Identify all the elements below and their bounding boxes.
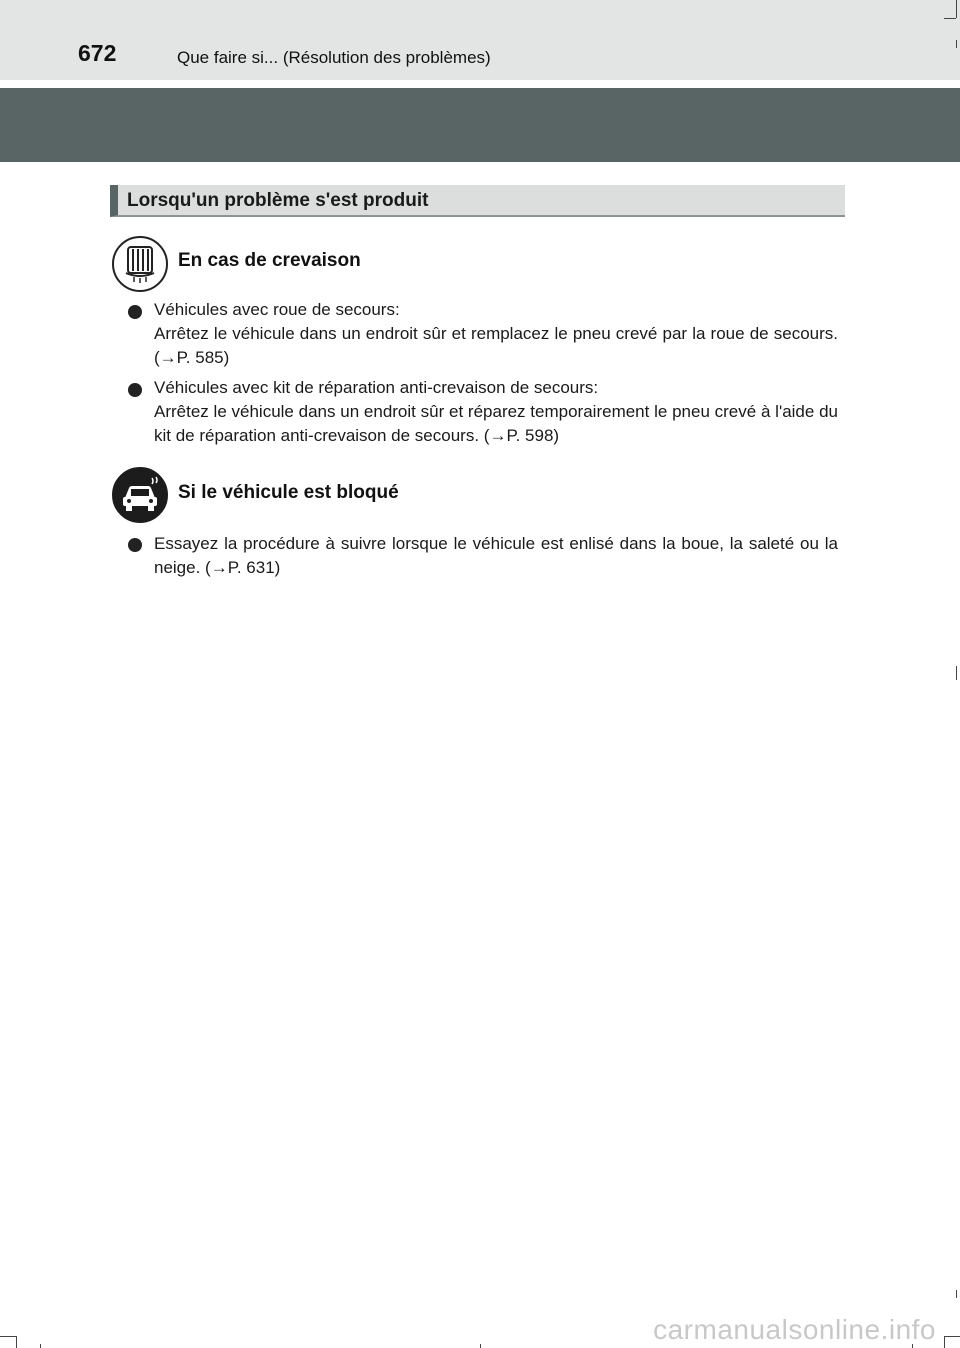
crop-mark xyxy=(16,1336,17,1348)
page-number: 672 xyxy=(78,40,117,66)
crop-mark xyxy=(40,1344,41,1348)
bullet-icon xyxy=(128,383,142,397)
crop-mark xyxy=(944,1336,960,1337)
flat-tire-icon xyxy=(112,236,168,292)
crop-mark xyxy=(956,666,957,680)
item-heading: Véhicules avec kit de réparation anti-crevaison de secours: xyxy=(154,378,599,397)
bullet-icon xyxy=(128,538,142,552)
item-body: Arrêtez le véhicule dans un endroit sûr et réparez temporairement le pneu crevé à l'aide du kit de réparation anti-crevaison de secours. (→P. 598) xyxy=(154,402,838,445)
list-item xyxy=(154,298,838,370)
section-heading xyxy=(110,185,845,217)
crop-mark xyxy=(944,18,956,19)
crop-mark xyxy=(0,1336,16,1337)
crop-mark xyxy=(944,1336,945,1348)
crop-mark xyxy=(956,1290,957,1298)
item-body: Arrêtez le véhicule dans un endroit sûr et remplacez le pneu crevé par la roue de secours. (→P. 585) xyxy=(154,324,838,367)
chapter-title: Que faire si... (Résolution des problèmes) xyxy=(177,48,491,67)
topic-title-stuck-vehicle: Si le véhicule est bloqué xyxy=(178,482,399,503)
bullet-icon xyxy=(128,305,142,319)
page-header xyxy=(0,0,960,80)
header-band xyxy=(0,88,960,162)
crop-mark xyxy=(956,0,957,18)
section-title: Lorsqu'un problème s'est produit xyxy=(127,190,429,211)
item-body: Essayez la procédure à suivre lorsque le véhicule est enlisé dans la boue, la saleté ou la neige. (→P. 631) xyxy=(154,534,838,577)
stuck-vehicle-icon xyxy=(112,467,168,523)
topic-title-flat-tire: En cas de crevaison xyxy=(178,250,361,271)
watermark: carmanualsonline.info xyxy=(653,1314,936,1345)
item-heading: Véhicules avec roue de secours: xyxy=(154,300,400,319)
list-item xyxy=(154,532,838,580)
list-item xyxy=(154,376,838,448)
crop-mark xyxy=(956,40,957,48)
crop-mark xyxy=(480,1344,481,1348)
